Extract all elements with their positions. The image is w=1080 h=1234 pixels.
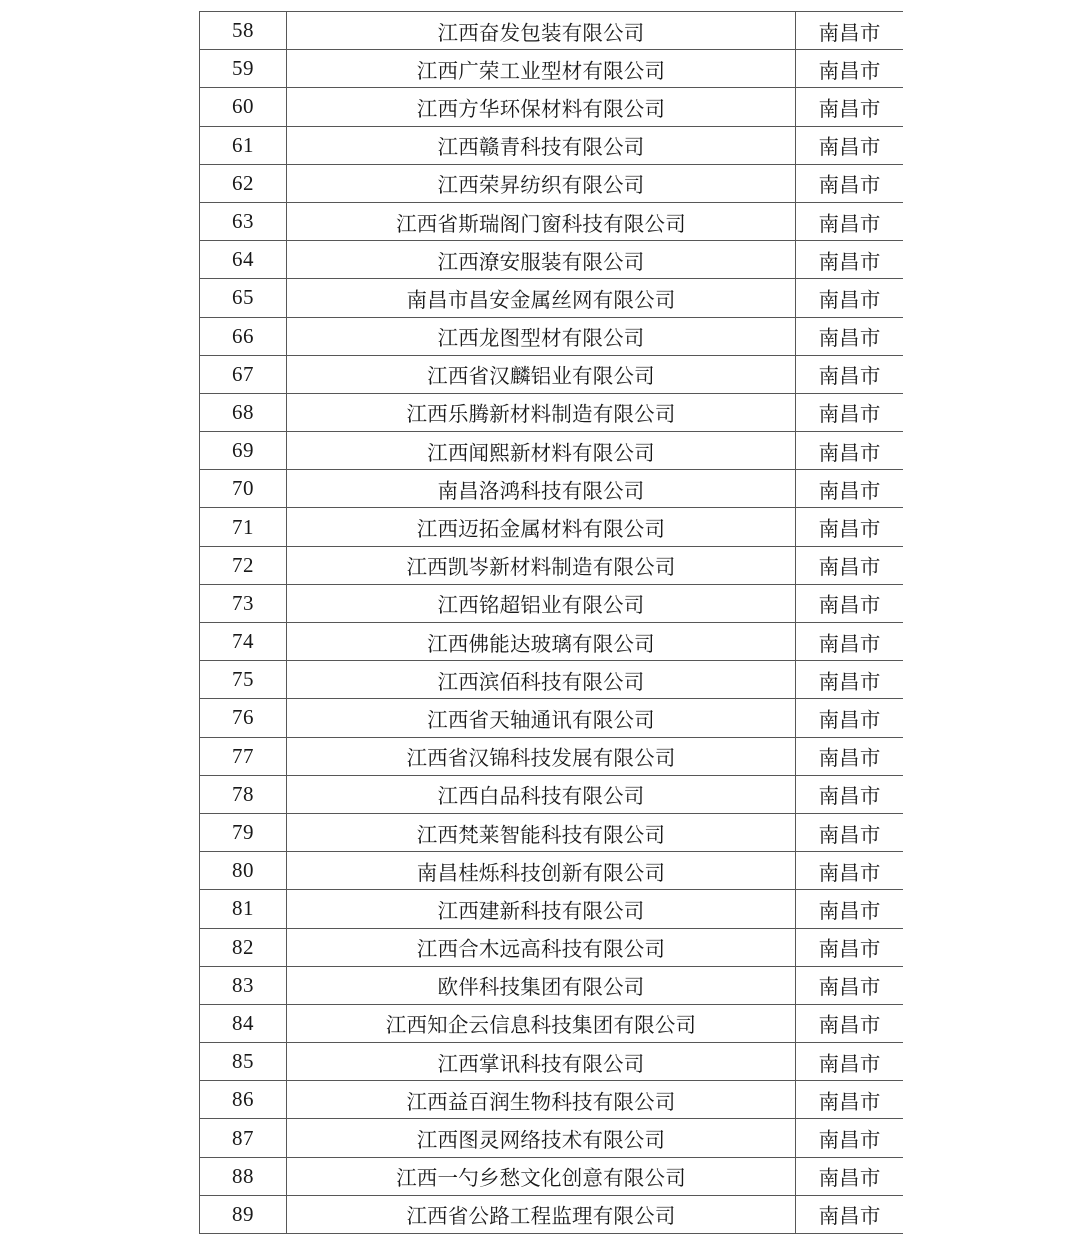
- cell-company-name: 南昌桂烁科技创新有限公司: [287, 852, 796, 890]
- cell-city: 南昌市: [796, 1157, 904, 1195]
- table-row: [200, 355, 904, 393]
- cell-company-name: 江西省公路工程监理有限公司: [287, 1195, 796, 1233]
- cell-company-name: 江西龙图型材有限公司: [287, 317, 796, 355]
- cell-city: 南昌市: [796, 546, 904, 584]
- cell-index: 65: [200, 279, 287, 317]
- cell-index: 75: [200, 661, 287, 699]
- table-row: [200, 852, 904, 890]
- cell-city: 南昌市: [796, 584, 904, 622]
- cell-company-name: 江西闻熙新材料有限公司: [287, 432, 796, 470]
- cell-index: 77: [200, 737, 287, 775]
- cell-company-name: 欧伴科技集团有限公司: [287, 966, 796, 1004]
- table-row: [200, 1004, 904, 1042]
- table-row: [200, 623, 904, 661]
- cell-company-name: 江西省汉锦科技发展有限公司: [287, 737, 796, 775]
- table-row: [200, 661, 904, 699]
- cell-index: 76: [200, 699, 287, 737]
- cell-company-name: 南昌洛鸿科技有限公司: [287, 470, 796, 508]
- cell-index: 86: [200, 1081, 287, 1119]
- cell-city: 南昌市: [796, 50, 904, 88]
- table-row: [200, 508, 904, 546]
- cell-company-name: 江西益百润生物科技有限公司: [287, 1081, 796, 1119]
- cell-company-name: 江西铭超铝业有限公司: [287, 584, 796, 622]
- cell-index: 82: [200, 928, 287, 966]
- cell-index: 72: [200, 546, 287, 584]
- cell-city: 南昌市: [796, 813, 904, 851]
- table-row: [200, 1195, 904, 1233]
- table-row: [200, 470, 904, 508]
- table-row: [200, 928, 904, 966]
- table-row: [200, 584, 904, 622]
- table-row: [200, 432, 904, 470]
- cell-company-name: 江西凯岑新材料制造有限公司: [287, 546, 796, 584]
- cell-index: 89: [200, 1195, 287, 1233]
- table-row: [200, 1081, 904, 1119]
- table-row: [200, 202, 904, 240]
- cell-company-name: 江西建新科技有限公司: [287, 890, 796, 928]
- table-row: [200, 1157, 904, 1195]
- cell-city: 南昌市: [796, 164, 904, 202]
- cell-index: 73: [200, 584, 287, 622]
- table-row: [200, 164, 904, 202]
- table-row: [200, 393, 904, 431]
- cell-index: 71: [200, 508, 287, 546]
- cell-city: 南昌市: [796, 928, 904, 966]
- cell-company-name: 江西白品科技有限公司: [287, 775, 796, 813]
- cell-city: 南昌市: [796, 623, 904, 661]
- table-row: [200, 50, 904, 88]
- cell-city: 南昌市: [796, 355, 904, 393]
- cell-index: 68: [200, 393, 287, 431]
- cell-index: 79: [200, 813, 287, 851]
- cell-company-name: 江西掌讯科技有限公司: [287, 1043, 796, 1081]
- cell-company-name: 江西佛能达玻璃有限公司: [287, 623, 796, 661]
- cell-index: 60: [200, 88, 287, 126]
- cell-company-name: 南昌市昌安金属丝网有限公司: [287, 279, 796, 317]
- cell-index: 85: [200, 1043, 287, 1081]
- cell-city: 南昌市: [796, 12, 904, 50]
- cell-index: 59: [200, 50, 287, 88]
- cell-company-name: 江西方华环保材料有限公司: [287, 88, 796, 126]
- cell-index: 74: [200, 623, 287, 661]
- cell-city: 南昌市: [796, 241, 904, 279]
- cell-index: 63: [200, 202, 287, 240]
- cell-index: 58: [200, 12, 287, 50]
- company-table-container: [199, 11, 903, 1234]
- cell-index: 80: [200, 852, 287, 890]
- cell-city: 南昌市: [796, 852, 904, 890]
- cell-index: 78: [200, 775, 287, 813]
- cell-index: 87: [200, 1119, 287, 1157]
- cell-index: 67: [200, 355, 287, 393]
- cell-city: 南昌市: [796, 202, 904, 240]
- cell-city: 南昌市: [796, 88, 904, 126]
- cell-city: 南昌市: [796, 775, 904, 813]
- cell-city: 南昌市: [796, 1081, 904, 1119]
- cell-index: 69: [200, 432, 287, 470]
- table-row: [200, 279, 904, 317]
- cell-index: 70: [200, 470, 287, 508]
- cell-city: 南昌市: [796, 126, 904, 164]
- cell-city: 南昌市: [796, 966, 904, 1004]
- table-row: [200, 12, 904, 50]
- cell-company-name: 江西合木远高科技有限公司: [287, 928, 796, 966]
- table-row: [200, 546, 904, 584]
- table-row: [200, 1119, 904, 1157]
- table-row: [200, 775, 904, 813]
- cell-index: 64: [200, 241, 287, 279]
- table-row: [200, 699, 904, 737]
- cell-city: 南昌市: [796, 470, 904, 508]
- cell-city: 南昌市: [796, 737, 904, 775]
- table-row: [200, 737, 904, 775]
- cell-company-name: 江西赣青科技有限公司: [287, 126, 796, 164]
- cell-company-name: 江西一勺乡愁文化创意有限公司: [287, 1157, 796, 1195]
- table-body: [200, 12, 904, 1234]
- table-row: [200, 890, 904, 928]
- cell-index: 81: [200, 890, 287, 928]
- cell-index: 84: [200, 1004, 287, 1042]
- cell-city: 南昌市: [796, 393, 904, 431]
- table-row: [200, 126, 904, 164]
- cell-city: 南昌市: [796, 1195, 904, 1233]
- cell-company-name: 江西广荣工业型材有限公司: [287, 50, 796, 88]
- cell-company-name: 江西省斯瑞阁门窗科技有限公司: [287, 202, 796, 240]
- cell-city: 南昌市: [796, 699, 904, 737]
- cell-city: 南昌市: [796, 317, 904, 355]
- cell-city: 南昌市: [796, 1004, 904, 1042]
- cell-city: 南昌市: [796, 432, 904, 470]
- table-row: [200, 241, 904, 279]
- cell-company-name: 江西潦安服装有限公司: [287, 241, 796, 279]
- cell-city: 南昌市: [796, 508, 904, 546]
- cell-city: 南昌市: [796, 279, 904, 317]
- cell-index: 83: [200, 966, 287, 1004]
- cell-city: 南昌市: [796, 1119, 904, 1157]
- cell-company-name: 江西乐腾新材料制造有限公司: [287, 393, 796, 431]
- cell-company-name: 江西滨佰科技有限公司: [287, 661, 796, 699]
- table-row: [200, 1043, 904, 1081]
- cell-company-name: 江西知企云信息科技集团有限公司: [287, 1004, 796, 1042]
- cell-index: 88: [200, 1157, 287, 1195]
- cell-index: 66: [200, 317, 287, 355]
- cell-company-name: 江西梵莱智能科技有限公司: [287, 813, 796, 851]
- table-row: [200, 966, 904, 1004]
- cell-city: 南昌市: [796, 661, 904, 699]
- cell-company-name: 江西省汉麟铝业有限公司: [287, 355, 796, 393]
- cell-company-name: 江西奋发包装有限公司: [287, 12, 796, 50]
- cell-company-name: 江西迈拓金属材料有限公司: [287, 508, 796, 546]
- cell-company-name: 江西省天轴通讯有限公司: [287, 699, 796, 737]
- table-row: [200, 88, 904, 126]
- cell-company-name: 江西图灵网络技术有限公司: [287, 1119, 796, 1157]
- cell-index: 62: [200, 164, 287, 202]
- cell-index: 61: [200, 126, 287, 164]
- cell-city: 南昌市: [796, 1043, 904, 1081]
- table-row: [200, 813, 904, 851]
- company-list-table: [199, 11, 903, 1234]
- table-row: [200, 317, 904, 355]
- cell-city: 南昌市: [796, 890, 904, 928]
- cell-company-name: 江西荣昇纺织有限公司: [287, 164, 796, 202]
